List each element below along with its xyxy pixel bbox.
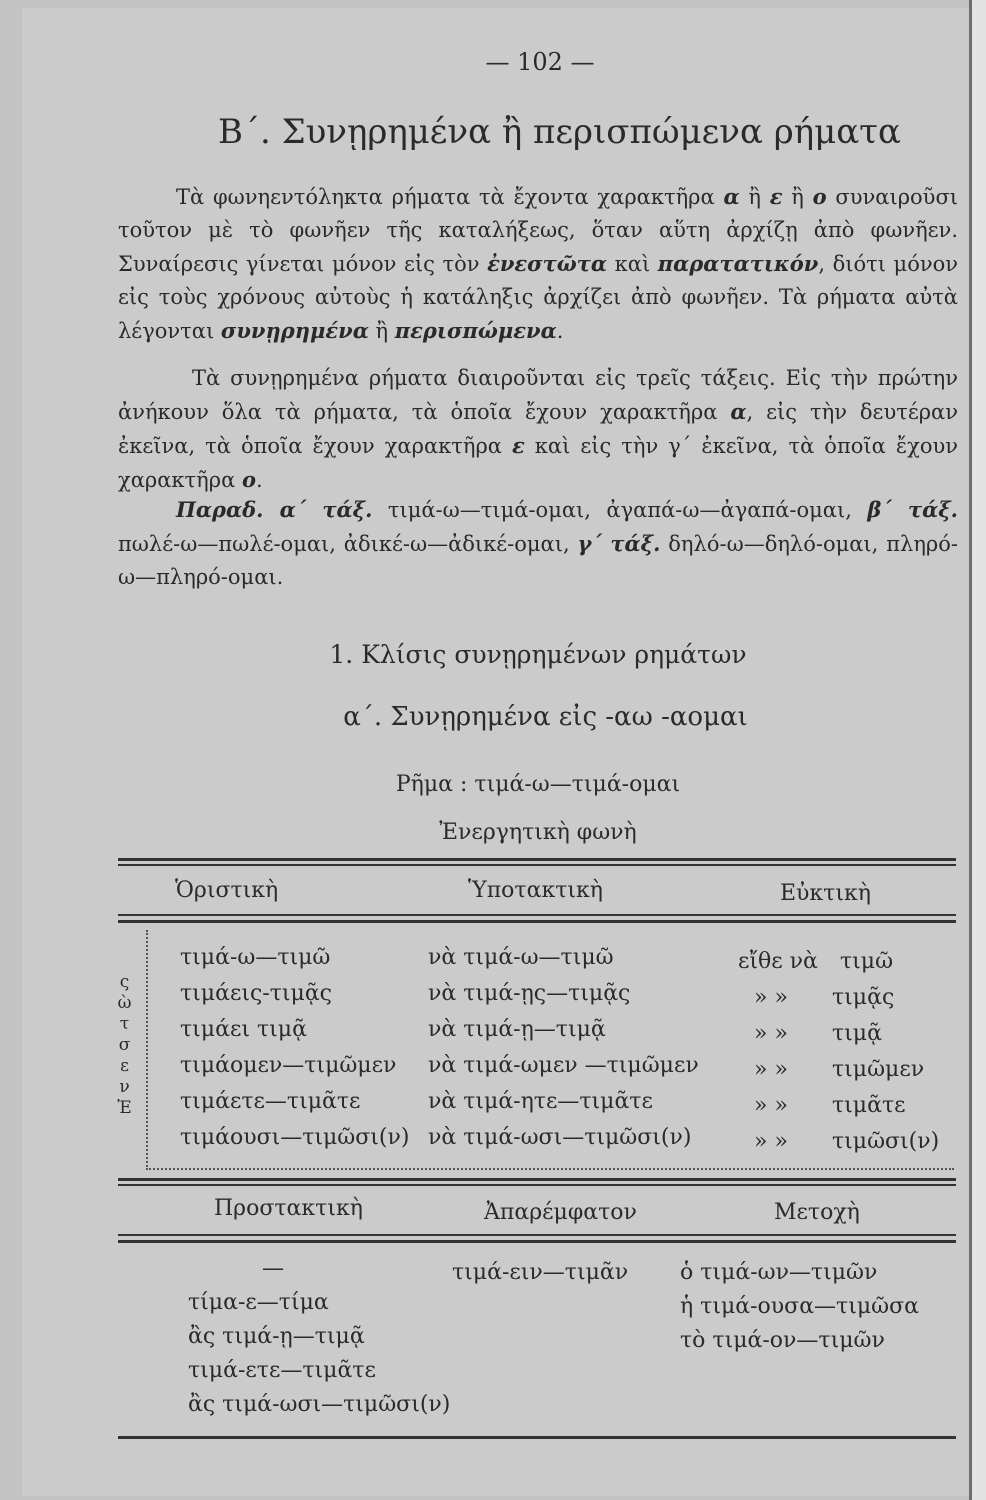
dotted-divider-horizontal [146, 1168, 954, 1170]
list-item: τιμᾶτε [832, 1093, 906, 1118]
table-rule-top [118, 858, 956, 861]
list-item: » » [754, 985, 788, 1010]
list-item: τιμά-ειν—τιμᾶν [452, 1260, 629, 1285]
imperative-column [188, 1252, 450, 1422]
list-item: νὰ τιμά-ητε—τιμᾶτε [428, 1089, 653, 1114]
list-item: νὰ τιμά-ωσι—τιμῶσι(ν) [428, 1125, 692, 1150]
page-number: — 102 — [485, 48, 595, 76]
table-rule-header [118, 914, 956, 916]
table2-rule-header [118, 1234, 956, 1236]
list-item: τιμῶμεν [832, 1057, 925, 1082]
list-item: νὰ τιμά-ῃς—τιμᾷς [428, 981, 631, 1006]
list-item: ἂς τιμά-ῃ—τιμᾷ [188, 1324, 365, 1349]
header-imperative: Προστακτικὴ [214, 1196, 363, 1221]
infinitive-column [452, 1256, 628, 1290]
list-item: τιμάετε—τιμᾶτε [180, 1089, 361, 1114]
verb-lemma: Ρῆμα : τιμά-ω—τιμά-ομαι [395, 772, 681, 797]
list-item: τιμά-ετε—τιμᾶτε [188, 1358, 376, 1383]
list-item: τιμάει τιμᾷ [180, 1017, 307, 1042]
subsubheading: α΄. Συνῃρημένα εἰς -αω -αομαι [343, 702, 748, 732]
list-item: » » [754, 1129, 788, 1154]
table-rule-header-inner [118, 920, 956, 923]
table2-rule-top-inner [118, 1184, 956, 1186]
voice-label: Ἐνεργητικὴ φωνὴ [439, 820, 637, 845]
list-item: ἡ τιμά-ουσα—τιμῶσα [680, 1294, 919, 1319]
list-item: τιμά-ω—τιμῶ [180, 945, 331, 970]
list-item: » » [754, 1021, 788, 1046]
paragraph-examples: Παραδ. α΄ τάξ. τιμά-ω—τιμά-ομαι, ἀγαπά-ω—ἀγαπά-ομαι, β΄ τάξ. πωλέ-ω—πωλέ-ομαι, ἀδικέ-ω—ἀδικέ-ομαι, γ΄ τάξ. δηλό-ω—δηλό-ομαι, πληρό-ω—πληρό-ομαι. [118, 497, 958, 589]
optative-column [832, 944, 939, 1160]
table2-rule-top [118, 1178, 956, 1181]
list-item: τιμῶ [840, 949, 894, 974]
list-item: τιμᾷ [832, 1021, 882, 1046]
tense-label-present: ς ὼ τ σ ε ν Ἐ [117, 972, 133, 1118]
list-item: νὰ τιμά-ω—τιμῶ [428, 945, 614, 970]
header-participle: Μετοχὴ [774, 1200, 860, 1225]
list-item: τίμα-ε—τίμα [188, 1290, 329, 1315]
paragraph-intro: Τὰ φωνηεντόληκτα ρήματα τὰ ἔχοντα χαρακτῆρα α ἢ ε ἢ ο συναιροῦσι τοῦτον μὲ τὸ φωνῆεν τῆς καταλήξεως, ὅταν αὕτη ἀρχίζῃ ἀπὸ φωνῆεν. Συναίρεσις γίνεται μόνον εἰς τὸν ἐνεστῶτα καὶ παρατατικόν, διότι μόνον εἰς τοὺς χρόνους αὐτοὺς ἡ κατάληξις ἀρχίζει ἀπὸ φωνῆεν. Τὰ ρήματα αὐτὰ λέγονται συνῃρημένα ἢ περισπώμενα. [118, 184, 959, 343]
participle-column [680, 1256, 919, 1358]
list-item: » » [754, 1057, 788, 1082]
header-indicative: Ὁριστικὴ [175, 878, 279, 903]
table2-rule-bottom [118, 1436, 956, 1439]
table2-rule-header-inner [118, 1240, 956, 1243]
subjunctive-column [428, 940, 699, 1156]
page-edge [969, 0, 986, 1500]
list-item: εἴθε νὰ [738, 949, 818, 974]
list-item: » » [754, 1093, 788, 1118]
list-item: τιμάεις-τιμᾷς [180, 981, 333, 1006]
header-optative: Εὐκτικὴ [780, 881, 871, 906]
subheading: 1. Κλίσις συνῃρημένων ρημάτων [329, 640, 747, 669]
header-subjunctive: Ὑποτακτικὴ [468, 878, 603, 903]
list-item: τιμῶσι(ν) [832, 1129, 940, 1154]
optative-prefix-column [738, 944, 818, 1160]
list-item: ἂς τιμά-ωσι—τιμῶσι(ν) [188, 1392, 451, 1417]
list-item: τιμᾷς [832, 985, 895, 1010]
paragraph-classes: Τὰ συνῃρημένα ρήματα διαιροῦνται εἰς τρεῖς τάξεις. Εἰς τὴν πρώτην ἀνήκουν ὅλα τὰ ρήματα, τὰ ὁποῖα ἔχουν χαρακτῆρα α, εἰς τὴν δευτέραν ἐκεῖνα, τὰ ὁποῖα ἔχουν χαρακτῆρα ε καὶ εἰς τὴν γ΄ ἐκεῖνα, τὰ ὁποῖα ἔχουν χαρακτῆρα ο. [118, 366, 958, 492]
list-item: — [262, 1256, 284, 1281]
list-item: ὁ τιμά-ων—τιμῶν [680, 1260, 878, 1285]
list-item: νὰ τιμά-ῃ—τιμᾷ [428, 1017, 606, 1042]
header-infinitive: Ἀπαρέμφατον [484, 1200, 637, 1225]
list-item: τιμάομεν—τιμῶμεν [180, 1053, 397, 1078]
indicative-column [180, 940, 409, 1156]
list-item: νὰ τιμά-ωμεν —τιμῶμεν [428, 1053, 699, 1078]
table-rule-top-inner [118, 864, 956, 866]
dotted-divider-vertical [146, 930, 148, 1170]
section-heading: Β΄. Συνῃρημένα ἢ περισπώμενα ρήματα [218, 112, 901, 152]
list-item: τὸ τιμά-ον—τιμῶν [680, 1328, 885, 1353]
list-item: τιμάουσι—τιμῶσι(ν) [180, 1125, 410, 1150]
